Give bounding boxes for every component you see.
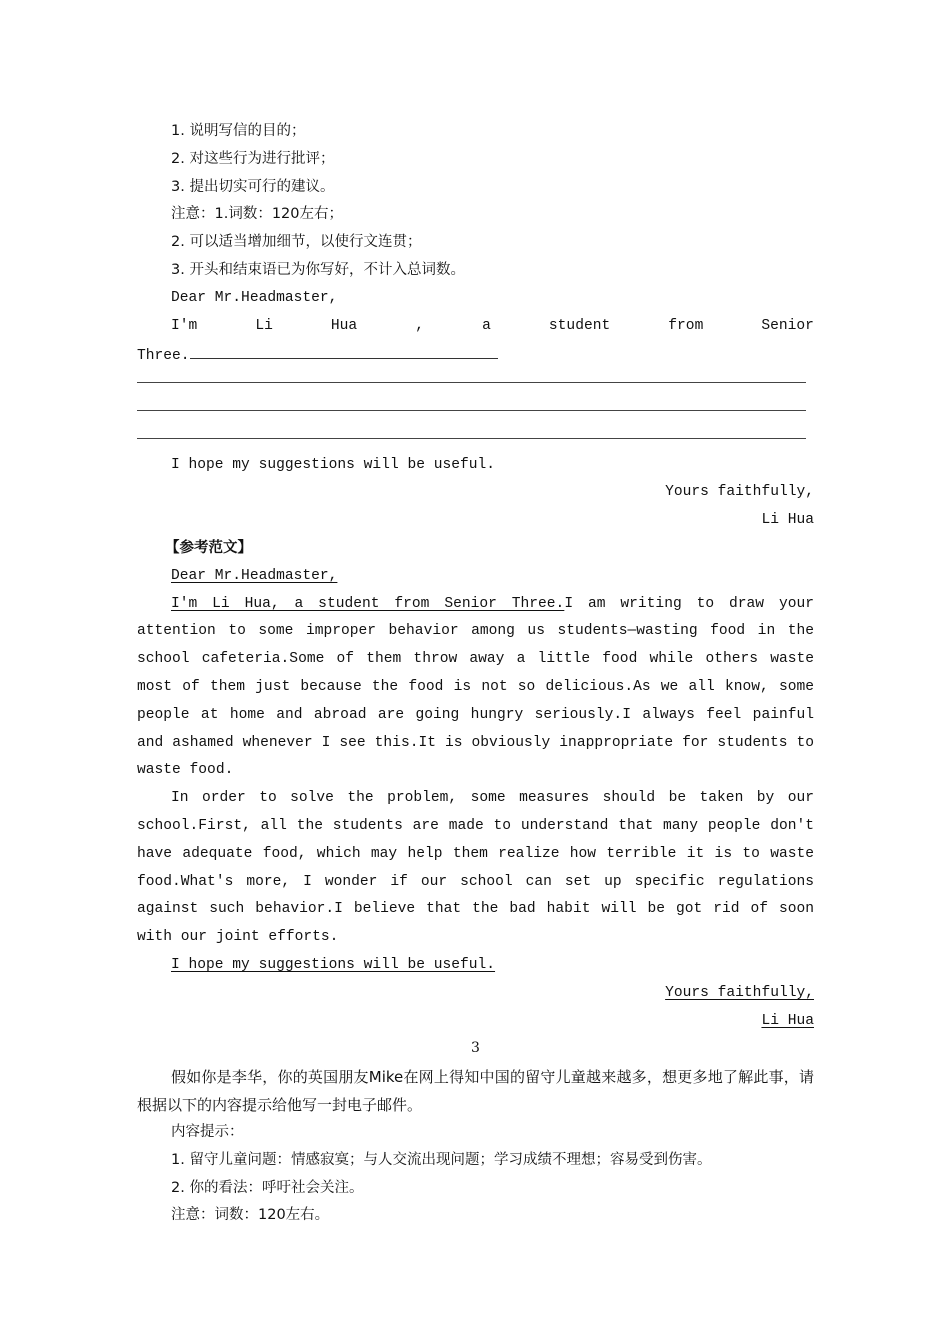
requirement-1: 1. 说明写信的目的； <box>171 123 306 139</box>
sample-salutation-text: Dear Mr.Headmaster, <box>171 567 338 584</box>
intro-word: from <box>668 317 704 334</box>
sample-signature-text: Li Hua <box>761 1012 814 1029</box>
sample-closing <box>137 952 814 980</box>
template-closing: I hope my suggestions will be useful. <box>171 456 496 473</box>
intro-word: I'm <box>171 317 198 334</box>
note-3: 3. 开头和结束语已为你写好，不计入总词数。 <box>171 261 465 278</box>
intro-word: student <box>548 317 611 334</box>
answer-blank[interactable] <box>190 340 498 359</box>
note-1: 注意：1.词数：120左右； <box>171 206 344 223</box>
intro-word: Senior <box>761 317 814 334</box>
requirement-3: 3. 提出切实可行的建议。 <box>171 178 335 195</box>
template-intro-line <box>137 313 814 341</box>
sample-paragraph-2: In order to solve the problem, some measures should be taken by our school.First, all the students are made to understand that many people don't have adequate food, which may help them realize how terrible it is to waste food.What's more, I wonder if our school can set up specific regulations against such behavior.I believe that the bad habit will be got rid of soon with our joint efforts. <box>137 790 814 946</box>
sample-paragraph-1 <box>137 591 814 786</box>
requirement-2: 2. 对这些行为进行批评； <box>171 150 335 167</box>
answer-line-3[interactable] <box>137 424 814 452</box>
intro-word: a <box>482 317 491 334</box>
intro-continued-text: Three. <box>137 348 190 365</box>
intro-word: Li <box>255 317 273 334</box>
document-page <box>137 118 814 1230</box>
task-note: 注意：词数：120左右。 <box>171 1207 330 1224</box>
sample-closing-text: I hope my suggestions will be useful. <box>171 956 496 973</box>
hints-label: 内容提示： <box>171 1124 244 1141</box>
sample-salutation <box>137 563 814 591</box>
intro-word: Hua <box>330 317 358 334</box>
task-number: 3 <box>471 1040 480 1057</box>
note-2: 2. 可以适当增加细节，以使行文连贯； <box>171 234 422 251</box>
sample-intro-underlined: I'm Li Hua, a student from Senior Three. <box>171 595 565 612</box>
sample-paragraph-1-text: I am writing to draw your attention to some improper behavior among us students—wasting food in the school cafeteria.Some of them throw away a little food while others waste most of them just because the food is not so delicious.As we all know, some people at home and abroad are going hungry seriously.I always feel painful and ashamed whenever I see this.It is obviously inappropriate for students to waste food. <box>137 595 814 779</box>
sample-signoff-text: Yours faithfully, <box>665 984 814 1001</box>
sample-signoff <box>137 980 814 1008</box>
hint-1: 1. 留守儿童问题：情感寂寞；与人交流出现问题；学习成绩不理想；容易受到伤害。 <box>171 1151 712 1168</box>
template-signature: Li Hua <box>761 512 814 529</box>
template-signoff: Yours faithfully, <box>665 484 814 501</box>
intro-word: , <box>415 317 425 334</box>
answer-line-1[interactable] <box>137 368 814 396</box>
template-intro-continued <box>137 340 814 368</box>
sample-signature <box>137 1008 814 1036</box>
hint-2: 2. 你的看法：呼吁社会关注。 <box>171 1179 364 1196</box>
answer-line-2[interactable] <box>137 396 814 424</box>
template-salutation: Dear Mr.Headmaster, <box>171 289 338 306</box>
sample-heading: 【参考范文】 <box>165 539 252 556</box>
task-prompt: 假如你是李华，你的英国朋友Mike在网上得知中国的留守儿童越来越多，想更多地了解此事，请根据以下的内容提示给他写一封电子邮件。 <box>137 1068 814 1115</box>
